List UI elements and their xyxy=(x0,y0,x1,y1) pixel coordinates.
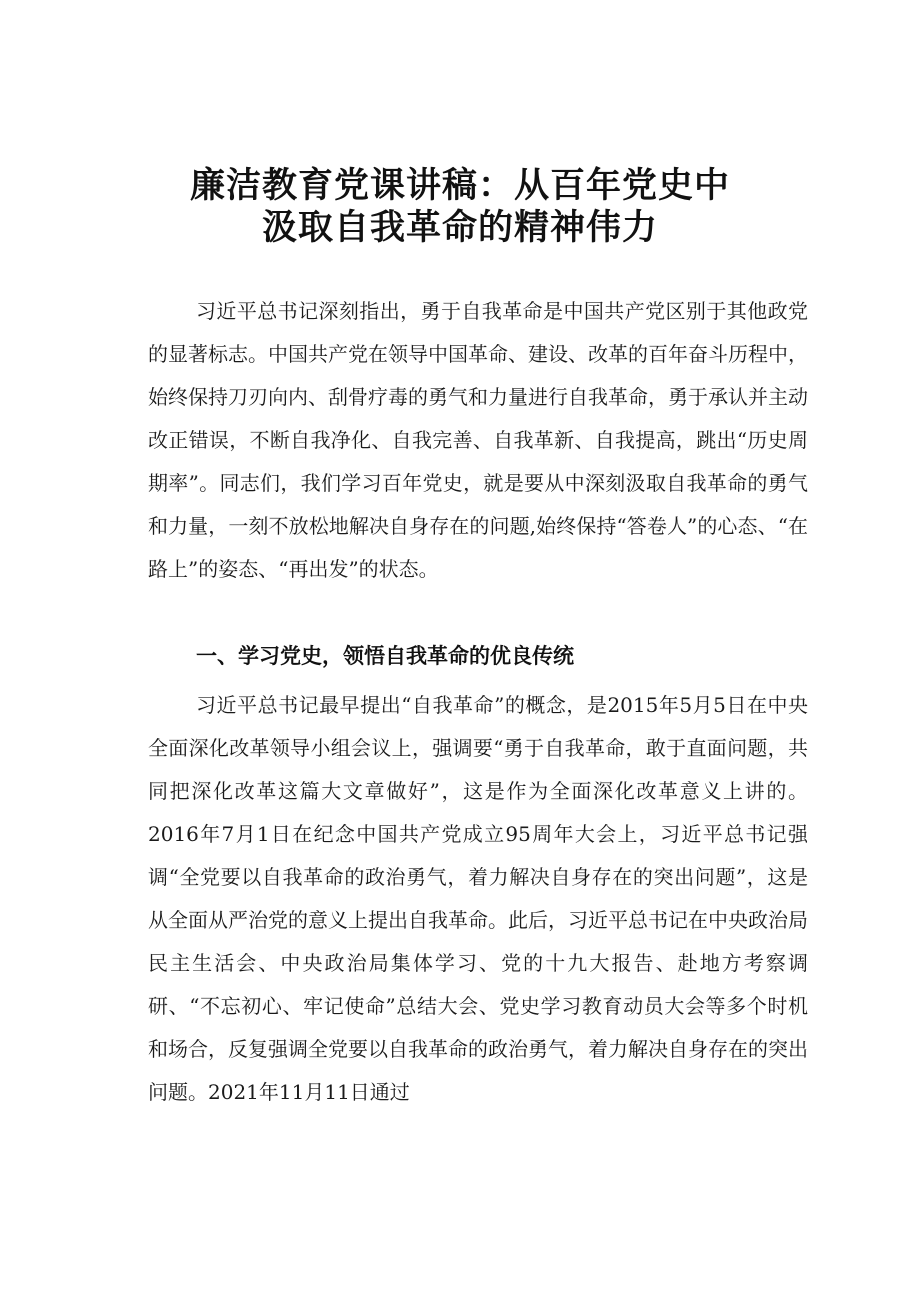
section-heading: 一、学习党史，领悟自我革命的优良传统 xyxy=(196,644,574,668)
document-title-line-2: 汲取自我革命的精神伟力 xyxy=(261,207,658,248)
body-paragraph: 习近平总书记最早提出“自我革命”的概念，是2015年5月5日在中央全面深化改革领导小组会议上，强调要“勇于自我革命，敢于直面问题，共同把深化改革这篇大文章做好”，这是作为全面深化改革意义上讲的。2016年7月1日在纪念中国共产党成立95周年大会上，习近平总书记强调“全党要以自我革命的政治勇气，着力解决自身存在的突出问题”，这是从全面从严治党的意义上提出自我革命。此后，习近平总书记在中央政治局民主生活会、中央政治局集体学习、党的十九大报告、赴地方考察调研、“不忘初心、牢记使命”总结大会、党史学习教育动员大会等多个时机和场合，反复强调全党要以自我革命的政治勇气，着力解决自身存在的突出问题。2021年11月11日通过 xyxy=(148,693,808,1104)
document-title-line-1: 廉洁教育党课讲稿：从百年党史中 xyxy=(189,165,730,206)
intro-paragraph: 习近平总书记深刻指出，勇于自我革命是中国共产党区别于其他政党的显著标志。中国共产党在领导中国革命、建设、改革的百年奋斗历程中，始终保持刀刃向内、刮骨疗毒的勇气和力量进行自我革命，勇于承认并主动改正错误，不断自我净化、自我完善、自我革新、自我提高，跳出“历史周期率”。同志们，我们学习百年党史，就是要从中深刻汲取自我革命的勇气和力量，一刻不放松地解决自身存在的问题,始终保持“答卷人”的心态、“在路上”的姿态、“再出发”的状态。 xyxy=(148,299,808,581)
